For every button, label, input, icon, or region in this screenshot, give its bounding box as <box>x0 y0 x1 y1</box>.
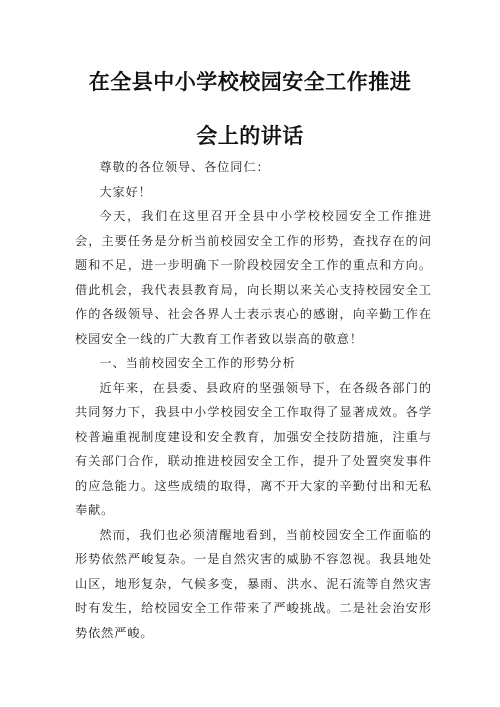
document-title-line-1: 在全县中小学校校园安全工作推进 <box>88 70 412 94</box>
greeting: 大家好！ <box>99 184 152 199</box>
document-title-line-2: 会上的讲话 <box>196 124 304 148</box>
section-heading-1: 一、当前校园安全工作的形势分析 <box>99 356 296 370</box>
challenges-paragraph: 然而，我们也必须清醒地看到，当前校园安全工作面临的形势依然严峻复杂。一是自然灾害的威胁不容忽视。我县地处山区，地形复杂，气候多变，暴雨、洪水、泥石流等自然灾害时有发生，给校园安全工作带来了严峻挑战。二是社会治安形势依然严峻。 <box>75 527 432 640</box>
salutation: 尊敬的各位领导、各位同仁： <box>99 160 270 174</box>
intro-paragraph: 今天，我们在这里召开全县中小学校校园安全工作推进会，主要任务是分析当前校园安全工作的形势，查找存在的问题和不足，进一步明确下一阶段校园安全工作的重点和方向。借此机会，我代表县教育局，向长期以来关心支持校园安全工作的各级领导、社会各界人士表示衷心的感谢，向辛勤工作在校园安全一线的广大教育工作者致以崇高的敬意！ <box>75 209 432 346</box>
achievements-paragraph: 近年来，在县委、县政府的坚强领导下，在各级各部门的共同努力下，我县中小学校园安全工作取得了显著成效。各学校普遍重视制度建设和安全教育，加强安全技防措施，注重与有关部门合作，联动推进校园安全工作，提升了处置突发事件的应急能力。这些成绩的取得，离不开大家的辛勤付出和无私奉献。 <box>75 380 432 517</box>
document-body <box>75 155 432 645</box>
